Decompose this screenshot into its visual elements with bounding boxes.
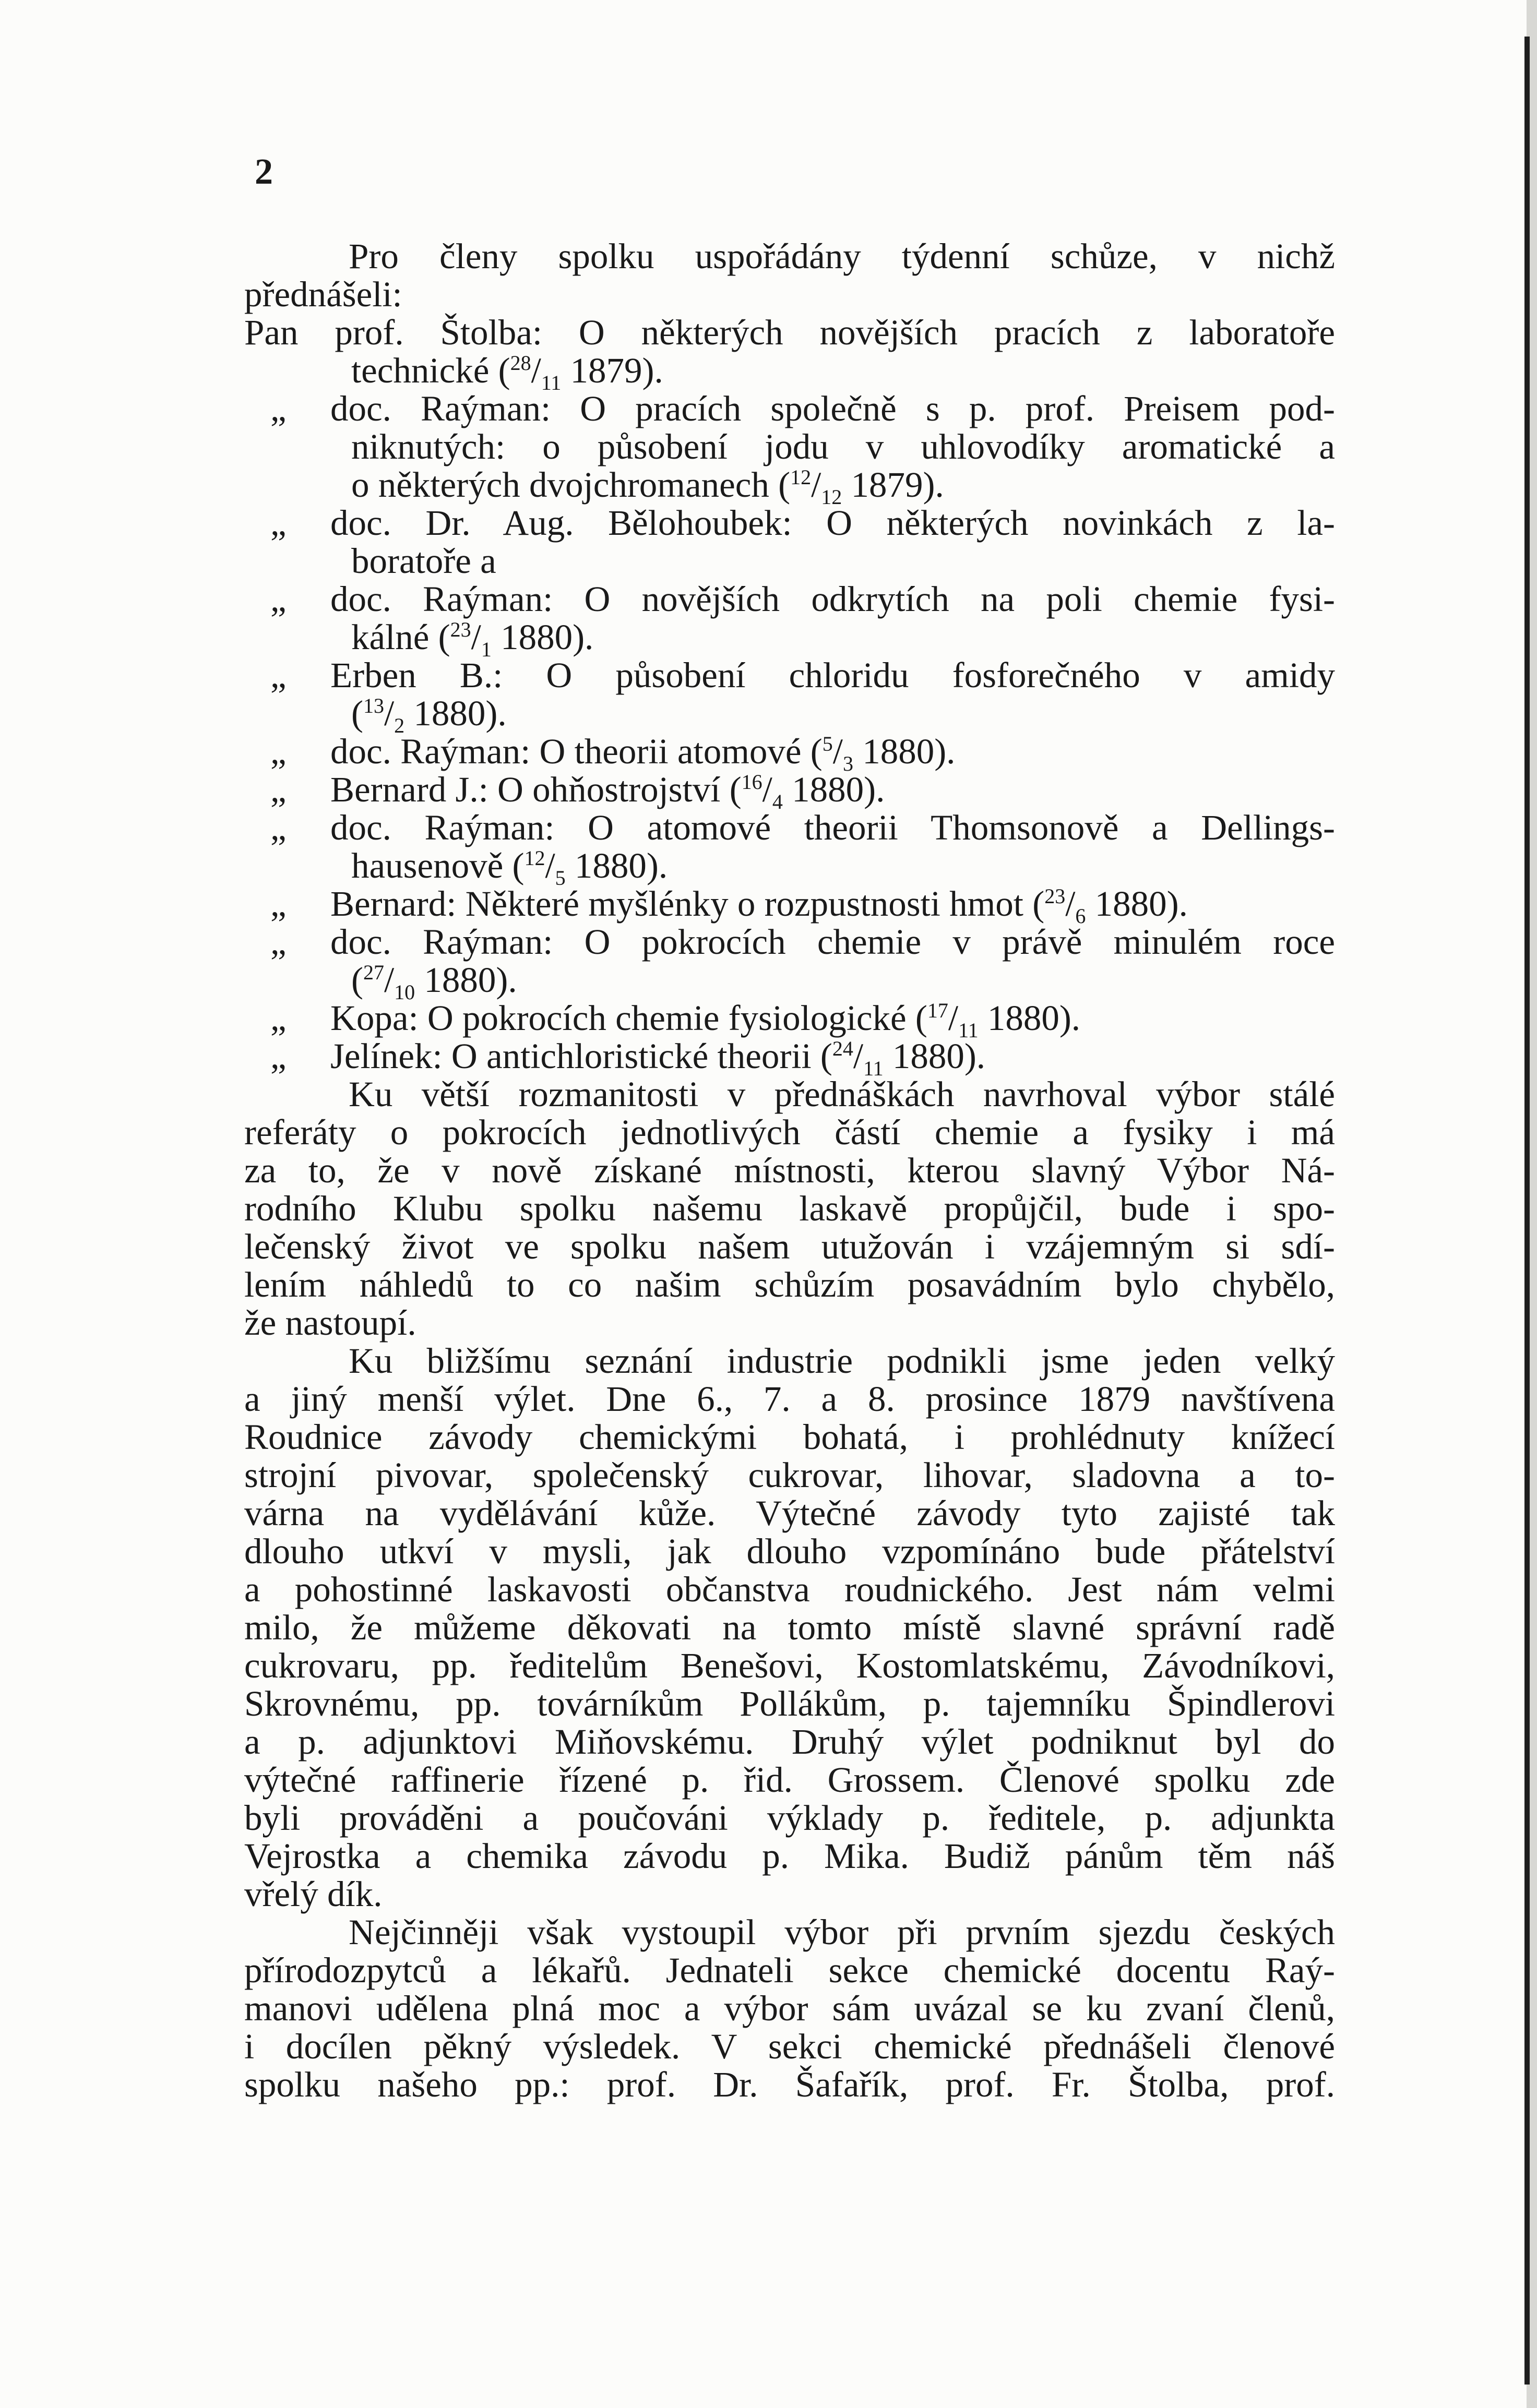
paragraph-line: i docílen pěkný výsledek. V sekci chemické přednášeli členové	[244, 2027, 1335, 2066]
lecture-line: ($^{27}/_{10}$ 1880).	[351, 960, 517, 1004]
paragraph-line: Ku bližšímu seznání industrie podnikli jsme jeden velký	[349, 1341, 1335, 1381]
paragraph-line: Vejrostka a chemika závodu p. Mika. Budiž pánům těm náš	[244, 1836, 1335, 1876]
paragraph-line: rodního Klubu spolku našemu laskavě propůjčil, bude i spo-	[244, 1189, 1335, 1228]
paragraph-line: a p. adjunktovi Miňovskému. Druhý výlet podniknut byl do	[244, 1722, 1335, 1762]
lecture-line: „ doc. Raýman: O theorii atomové ($^5/_3$ 1880).	[270, 732, 956, 775]
paragraph-line: manovi udělena plná moc a výbor sám uvázal se ku zvaní členů,	[244, 1988, 1335, 2028]
paragraph-line: várna na vydělávání kůže. Výtečné závody tyto zajisté tak	[244, 1493, 1335, 1533]
lecture-line: hausenově ($^{12}/_5$ 1880).	[351, 846, 668, 890]
lecture-line: technické ($^{28}/_{11}$ 1879).	[351, 351, 663, 394]
paragraph-line: lením náhledů to co našim schůzím posavádním bylo chybělo,	[244, 1265, 1335, 1304]
intro-line-1: Pro členy spolku uspořádány týdenní schůze, v nichž	[349, 236, 1335, 276]
paragraph-line: vřelý dík.	[244, 1874, 383, 1914]
paragraph-line: za to, že v nově získané místnosti, kterou slavný Výbor Ná-	[244, 1151, 1335, 1190]
lecture-line: kálné ($^{23}/_1$ 1880).	[351, 617, 594, 661]
paragraph-line: spolku našeho pp.: prof. Dr. Šafařík, prof. Fr. Štolba, prof.	[244, 2065, 1335, 2104]
lecture-line: „ doc. Raýman: O pracích společně s p. prof. Preisem pod-	[270, 389, 1335, 428]
lecture-line: „ Bernard J.: O ohňostrojství ($^{16}/_4$ 1880).	[270, 770, 885, 813]
lecture-line: ($^{13}/_2$ 1880).	[351, 693, 507, 737]
paragraph-line: že nastoupí.	[244, 1303, 416, 1343]
lecture-line: „ doc. Dr. Aug. Bělohoubek: O některých novinkách z la-	[270, 503, 1335, 543]
paragraph-line: a jiný menší výlet. Dne 6., 7. a 8. prosince 1879 navštívena	[244, 1379, 1335, 1419]
paragraph-line: Roudnice závody chemickými bohatá, i prohlédnuty knížecí	[244, 1417, 1335, 1457]
paragraph-line: lečenský život ve spolku našem utužován i vzájemným si sdí-	[244, 1227, 1335, 1266]
paragraph-line: milo, že můžeme děkovati na tomto místě slavné správní radě	[244, 1608, 1335, 1647]
lecture-line: niknutých: o působení jodu v uhlovodíky aromatické a	[351, 427, 1335, 466]
lecture-line: o některých dvojchromanech ($^{12}/_{12}$ 1879).	[351, 465, 944, 509]
paragraph-line: referáty o pokrocích jednotlivých částí chemie a fysiky i má	[244, 1112, 1335, 1152]
paragraph-line: strojní pivovar, společenský cukrovar, lihovar, sladovna a to-	[244, 1455, 1335, 1495]
lecture-line: „ doc. Raýman: O novějších odkrytích na poli chemie fysi-	[270, 579, 1335, 619]
page-body	[244, 237, 1335, 2104]
paragraph-line: cukrovaru, pp. ředitelům Benešovi, Kostomlatskému, Závodníkovi,	[244, 1646, 1335, 1685]
lecture-line: „ doc. Raýman: O atomové theorii Thomsonově a Dellings-	[270, 808, 1335, 847]
scan-edge-shadow	[1524, 37, 1530, 2385]
lecture-lead: Pan prof. Štolba: O některých novějších pracích z laboratoře	[244, 313, 1335, 352]
lecture-line: boratoře a	[351, 541, 496, 581]
intro-line-2: přednášeli:	[244, 274, 402, 314]
paragraph-line: byli prováděni a poučováni výklady p. ředitele, p. adjunkta	[244, 1798, 1335, 1838]
paragraph-line: dlouho utkví v mysli, jak dlouho vzpomínáno bude přátelství	[244, 1531, 1335, 1571]
paragraph-line: a pohostinné laskavosti občanstva roudnického. Jest nám velmi	[244, 1570, 1335, 1609]
lecture-line: „ Bernard: Některé myšlénky o rozpustnosti hmot ($^{23}/_6$ 1880).	[270, 884, 1188, 928]
page-number: 2	[255, 152, 273, 192]
paragraph-line: Skrovnému, pp. továrníkům Pollákům, p. tajemníku Špindlerovi	[244, 1684, 1335, 1723]
paragraph-line: Ku větší rozmanitosti v přednáškách navrhoval výbor stálé	[349, 1074, 1335, 1114]
lecture-line: „ Kopa: O pokrocích chemie fysiologické ($^{17}/_{11}$ 1880).	[270, 998, 1081, 1042]
paragraph-line: Nejčinněji však vystoupil výbor při prvním sjezdu českých	[349, 1912, 1335, 1952]
lecture-line: „ doc. Raýman: O pokrocích chemie v právě minulém roce	[270, 922, 1335, 962]
paragraph-line: výtečné raffinerie řízené p. řid. Grossem. Členové spolku zde	[244, 1760, 1335, 1800]
paragraph-line: přírodozpytců a lékařů. Jednateli sekce chemické docentu Raý-	[244, 1950, 1335, 1990]
lecture-line: „ Jelínek: O antichloristické theorii ($^{24}/_{11}$ 1880).	[270, 1036, 986, 1080]
lecture-line: „ Erben B.: O působení chloridu fosforečného v amidy	[270, 655, 1335, 695]
